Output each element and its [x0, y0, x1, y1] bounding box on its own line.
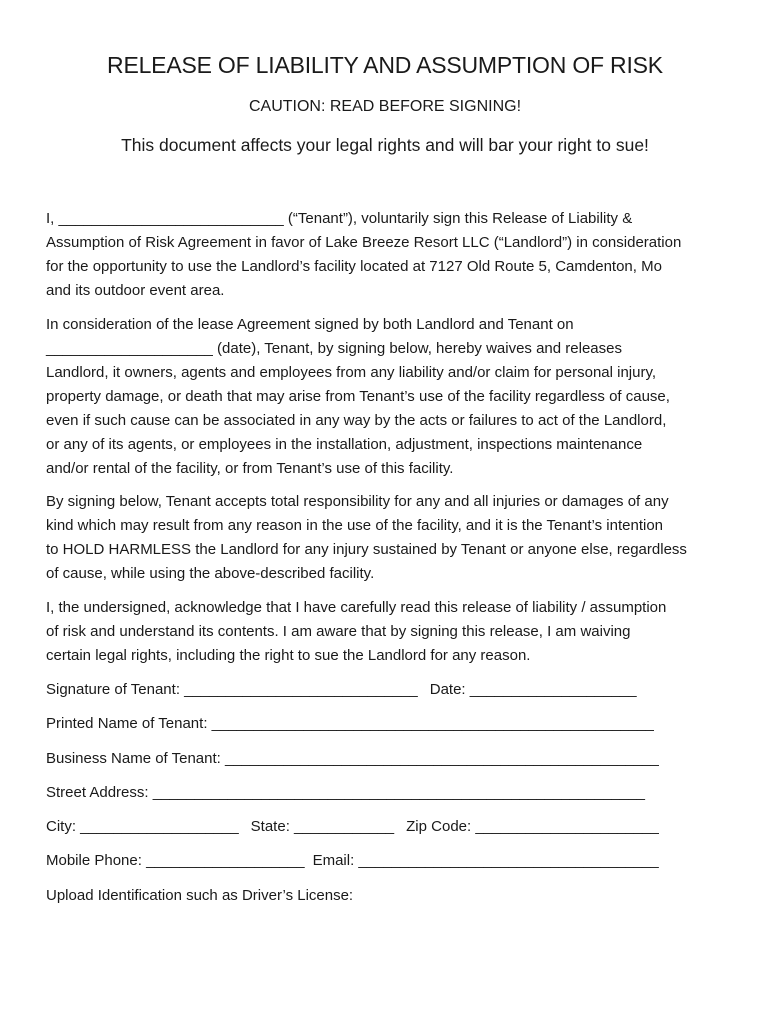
email-field[interactable]: Email: ____________________________________	[312, 852, 659, 870]
business-name-row	[46, 747, 736, 781]
paragraph-waiver	[46, 313, 736, 481]
caution-notice: CAUTION: READ BEFORE SIGNING!	[248, 98, 522, 115]
paragraph-line: and/or rental of the facility, or from Tenant’s use of this facility.	[46, 460, 454, 477]
street-address-row	[46, 781, 736, 815]
signature-field[interactable]: Signature of Tenant: ____________________________	[46, 681, 418, 698]
paragraph-line: Landlord, it owners, agents and employees from any liability and/or claim for personal injury,	[46, 364, 657, 381]
business-name-field[interactable]: Business Name of Tenant: ____________________________________________________	[46, 749, 659, 767]
street-address-field[interactable]: Street Address: ___________________________________________________________	[46, 783, 645, 801]
printed-name-row	[46, 712, 736, 746]
paragraph-line: By signing below, Tenant accepts total responsibility for any and all injuries or damages of any	[46, 493, 669, 510]
date-field[interactable]: Date: ____________________	[429, 681, 637, 698]
city-field[interactable]: City: ___________________	[46, 818, 239, 836]
paragraph-line: of cause, while using the above-described facility.	[46, 565, 375, 582]
paragraph-line: to HOLD HARMLESS the Landlord for any injury sustained by Tenant or anyone else, regardless	[46, 541, 687, 558]
city-state-zip-row	[46, 815, 736, 849]
signature-fields	[46, 678, 736, 918]
paragraph-tenant-intro	[46, 207, 736, 303]
printed-name-field[interactable]: Printed Name of Tenant: _____________________________________________________	[46, 715, 654, 733]
paragraph-line: and its outdoor event area.	[46, 282, 225, 299]
phone-email-row	[46, 849, 736, 883]
paragraph-acknowledgement	[46, 596, 736, 668]
paragraph-line: ____________________ (date), Tenant, by signing below, hereby waives and releases	[46, 340, 622, 357]
document-subtitle: This document affects your legal rights and will bar your right to sue!	[121, 135, 649, 155]
paragraph-line: or any of its agents, or employees in the installation, adjustment, inspections maintenance	[46, 436, 643, 453]
state-field[interactable]: State: ____________	[250, 818, 395, 836]
paragraph-line: Assumption of Risk Agreement in favor of Lake Breeze Resort LLC (“Landlord”) in consideration	[46, 234, 682, 251]
paragraph-line: I, ___________________________ (“Tenant”), voluntarily sign this Release of Liability &	[46, 210, 633, 227]
paragraph-line: certain legal rights, including the right to sue the Landlord for any reason.	[46, 647, 531, 664]
upload-id-label: Upload Identification such as Driver’s License:	[46, 886, 354, 904]
paragraph-line: kind which may result from any reason in the use of the facility, and it is the Tenant’s intention	[46, 517, 663, 534]
paragraph-line: In consideration of the lease Agreement signed by both Landlord and Tenant on	[46, 316, 574, 333]
paragraph-line: I, the undersigned, acknowledge that I have carefully read this release of liability / assumption	[46, 599, 667, 616]
signature-row	[46, 678, 736, 712]
document-title: RELEASE OF LIABILITY AND ASSUMPTION OF RISK	[107, 52, 663, 78]
upload-id-row	[46, 884, 736, 918]
zip-field[interactable]: Zip Code: ______________________	[406, 818, 659, 836]
mobile-phone-field[interactable]: Mobile Phone: ___________________	[46, 852, 305, 870]
paragraph-line: even if such cause can be associated in any way by the acts or failures to act of the Landlord,	[46, 412, 667, 429]
paragraph-line: of risk and understand its contents. I am aware that by signing this release, I am waiving	[46, 623, 631, 640]
paragraph-hold-harmless	[46, 490, 736, 586]
paragraph-line: property damage, or death that may arise from Tenant’s use of the facility regardless of cause,	[46, 388, 670, 405]
paragraph-line: for the opportunity to use the Landlord’s facility located at 7127 Old Route 5, Camdenton, Mo	[46, 258, 662, 275]
